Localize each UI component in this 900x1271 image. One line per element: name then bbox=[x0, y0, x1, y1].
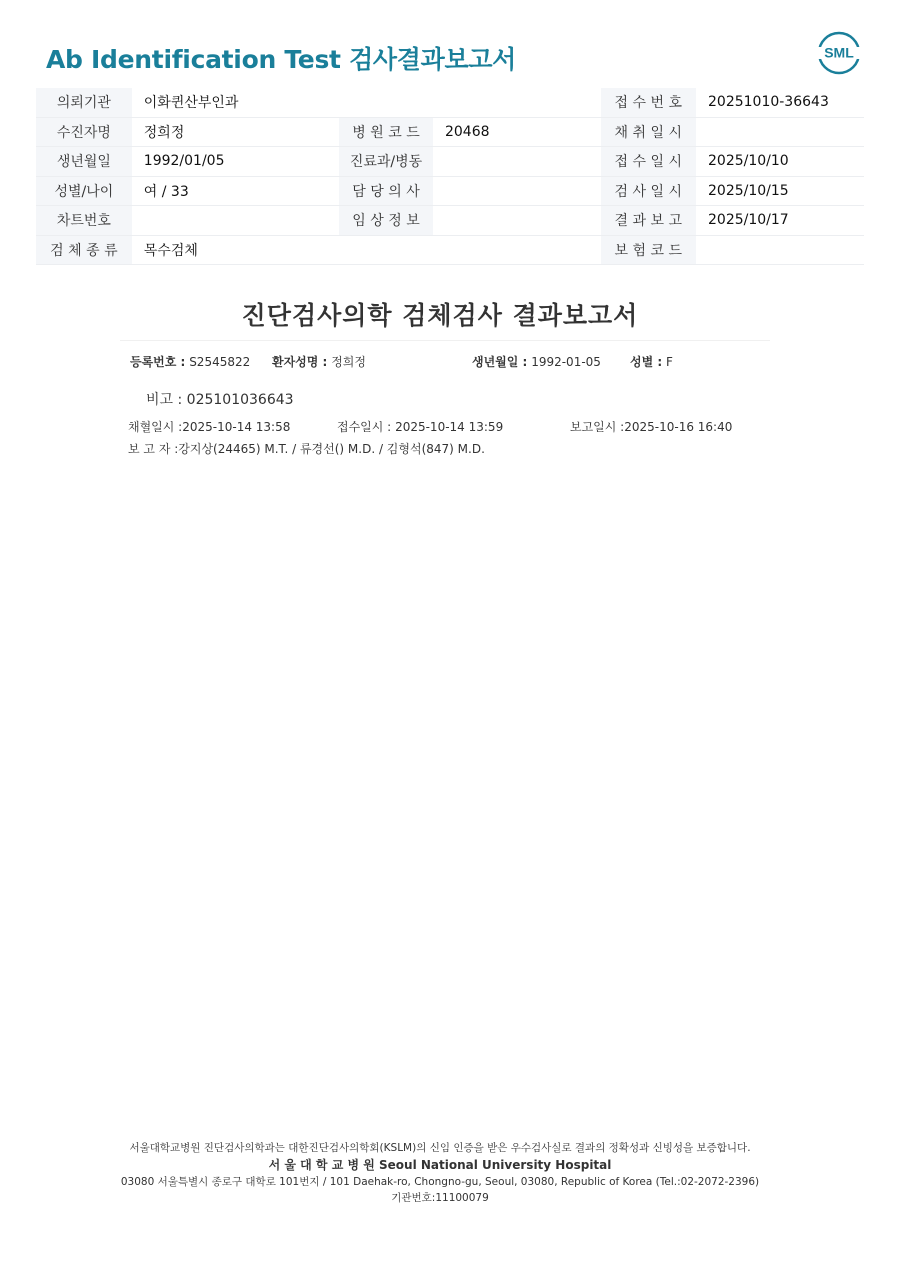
collection-datetime bbox=[128, 418, 290, 435]
info-value: 정희정 bbox=[132, 117, 339, 147]
report-label: 보고일시 : bbox=[570, 420, 625, 434]
remark-value: 025101036643 bbox=[186, 392, 294, 408]
info-value: 20251010-36643 bbox=[696, 88, 864, 117]
receipt-value: 2025-10-14 13:59 bbox=[395, 420, 504, 434]
info-value: 목수검체 bbox=[132, 235, 601, 265]
info-label: 채 취 일 시 bbox=[601, 117, 696, 147]
reporter-label: 보 고 자 : bbox=[128, 442, 179, 456]
collection-value: 2025-10-14 13:58 bbox=[182, 420, 291, 434]
sex-value: F bbox=[666, 355, 673, 369]
info-label: 접 수 일 시 bbox=[601, 147, 696, 177]
info-label: 결 과 보 고 bbox=[601, 206, 696, 236]
patient-sex bbox=[630, 353, 673, 370]
patient-name-label: 환자성명 : bbox=[272, 355, 328, 369]
report-header-title: Ab Identification Test 검사결과보고서 bbox=[46, 45, 517, 74]
info-value: 여 / 33 bbox=[132, 176, 339, 206]
info-value bbox=[696, 235, 864, 265]
info-value bbox=[132, 206, 339, 236]
registration-label: 등록번호 : bbox=[130, 355, 186, 369]
remark bbox=[146, 389, 294, 409]
info-row bbox=[36, 235, 864, 265]
dob-label: 생년월일 : bbox=[472, 355, 528, 369]
info-row bbox=[36, 206, 864, 236]
info-label: 접 수 번 호 bbox=[601, 88, 696, 117]
report-value: 2025-10-16 16:40 bbox=[624, 420, 733, 434]
info-value bbox=[696, 117, 864, 147]
info-label: 보 험 코 드 bbox=[601, 235, 696, 265]
info-value: 1992/01/05 bbox=[132, 147, 339, 177]
info-value bbox=[433, 206, 601, 236]
sex-label: 성별 : bbox=[630, 355, 663, 369]
collection-label: 채혈일시 : bbox=[128, 420, 183, 434]
footer-hospital-name: 서 울 대 학 교 병 원 Seoul National University Hospital bbox=[268, 1158, 612, 1172]
info-value: 20468 bbox=[433, 117, 601, 147]
report-datetime bbox=[570, 418, 732, 435]
info-row bbox=[36, 117, 864, 147]
info-label: 임 상 정 보 bbox=[339, 206, 433, 236]
reporter-value: 강지상(24465) M.T. / 류경선() M.D. / 김형석(847) M.D. bbox=[178, 442, 485, 456]
footer-address: 03080 서울특별시 종로구 대학로 101번지 / 101 Daehak-ro, Chongno-gu, Seoul, 03080, Republic of Korea (Tel.:02-2072-2396) bbox=[120, 1176, 760, 1188]
divider bbox=[120, 340, 770, 341]
logo-text: SML bbox=[824, 44, 854, 61]
info-value bbox=[433, 176, 601, 206]
patient-dob bbox=[472, 353, 601, 370]
info-value: 2025/10/10 bbox=[696, 147, 864, 177]
info-label: 진료과/병동 bbox=[339, 147, 433, 177]
footer-institution-number: 기관번호:11100079 bbox=[391, 1192, 489, 1204]
info-label: 담 당 의 사 bbox=[339, 176, 433, 206]
info-label: 차트번호 bbox=[36, 206, 132, 236]
info-label: 성별/나이 bbox=[36, 176, 132, 206]
info-value: 2025/10/17 bbox=[696, 206, 864, 236]
info-row bbox=[36, 88, 864, 117]
patient-name-value: 정희정 bbox=[331, 355, 366, 369]
reporter bbox=[128, 440, 485, 457]
footer-certification: 서울대학교병원 진단검사의학과는 대한진단검사의학회(KSLM)의 신임 인증을 받은 우수검사실로 결과의 정확성과 신빙성을 보증합니다. bbox=[129, 1142, 751, 1154]
info-value bbox=[433, 147, 601, 177]
receipt-datetime bbox=[337, 418, 503, 435]
info-row bbox=[36, 176, 864, 206]
info-label: 검 사 일 시 bbox=[601, 176, 696, 206]
registration-number bbox=[130, 353, 250, 370]
dob-value: 1992-01-05 bbox=[531, 355, 601, 369]
info-label: 의뢰기관 bbox=[36, 88, 132, 117]
patient-info-table bbox=[36, 88, 864, 265]
patient-name bbox=[272, 353, 366, 370]
report-document-title: 진단검사의학 검체검사 결과보고서 bbox=[241, 301, 639, 330]
info-label: 생년월일 bbox=[36, 147, 132, 177]
info-label: 수진자명 bbox=[36, 117, 132, 147]
info-label: 병 원 코 드 bbox=[339, 117, 433, 147]
info-value: 2025/10/15 bbox=[696, 176, 864, 206]
sml-logo bbox=[816, 30, 862, 76]
info-value: 이화퀸산부인과 bbox=[132, 88, 601, 117]
info-row bbox=[36, 147, 864, 177]
info-label: 검 체 종 류 bbox=[36, 235, 132, 265]
receipt-label: 접수일시 : bbox=[337, 420, 392, 434]
remark-label: 비고 : bbox=[146, 392, 183, 408]
registration-value: S2545822 bbox=[189, 355, 251, 369]
